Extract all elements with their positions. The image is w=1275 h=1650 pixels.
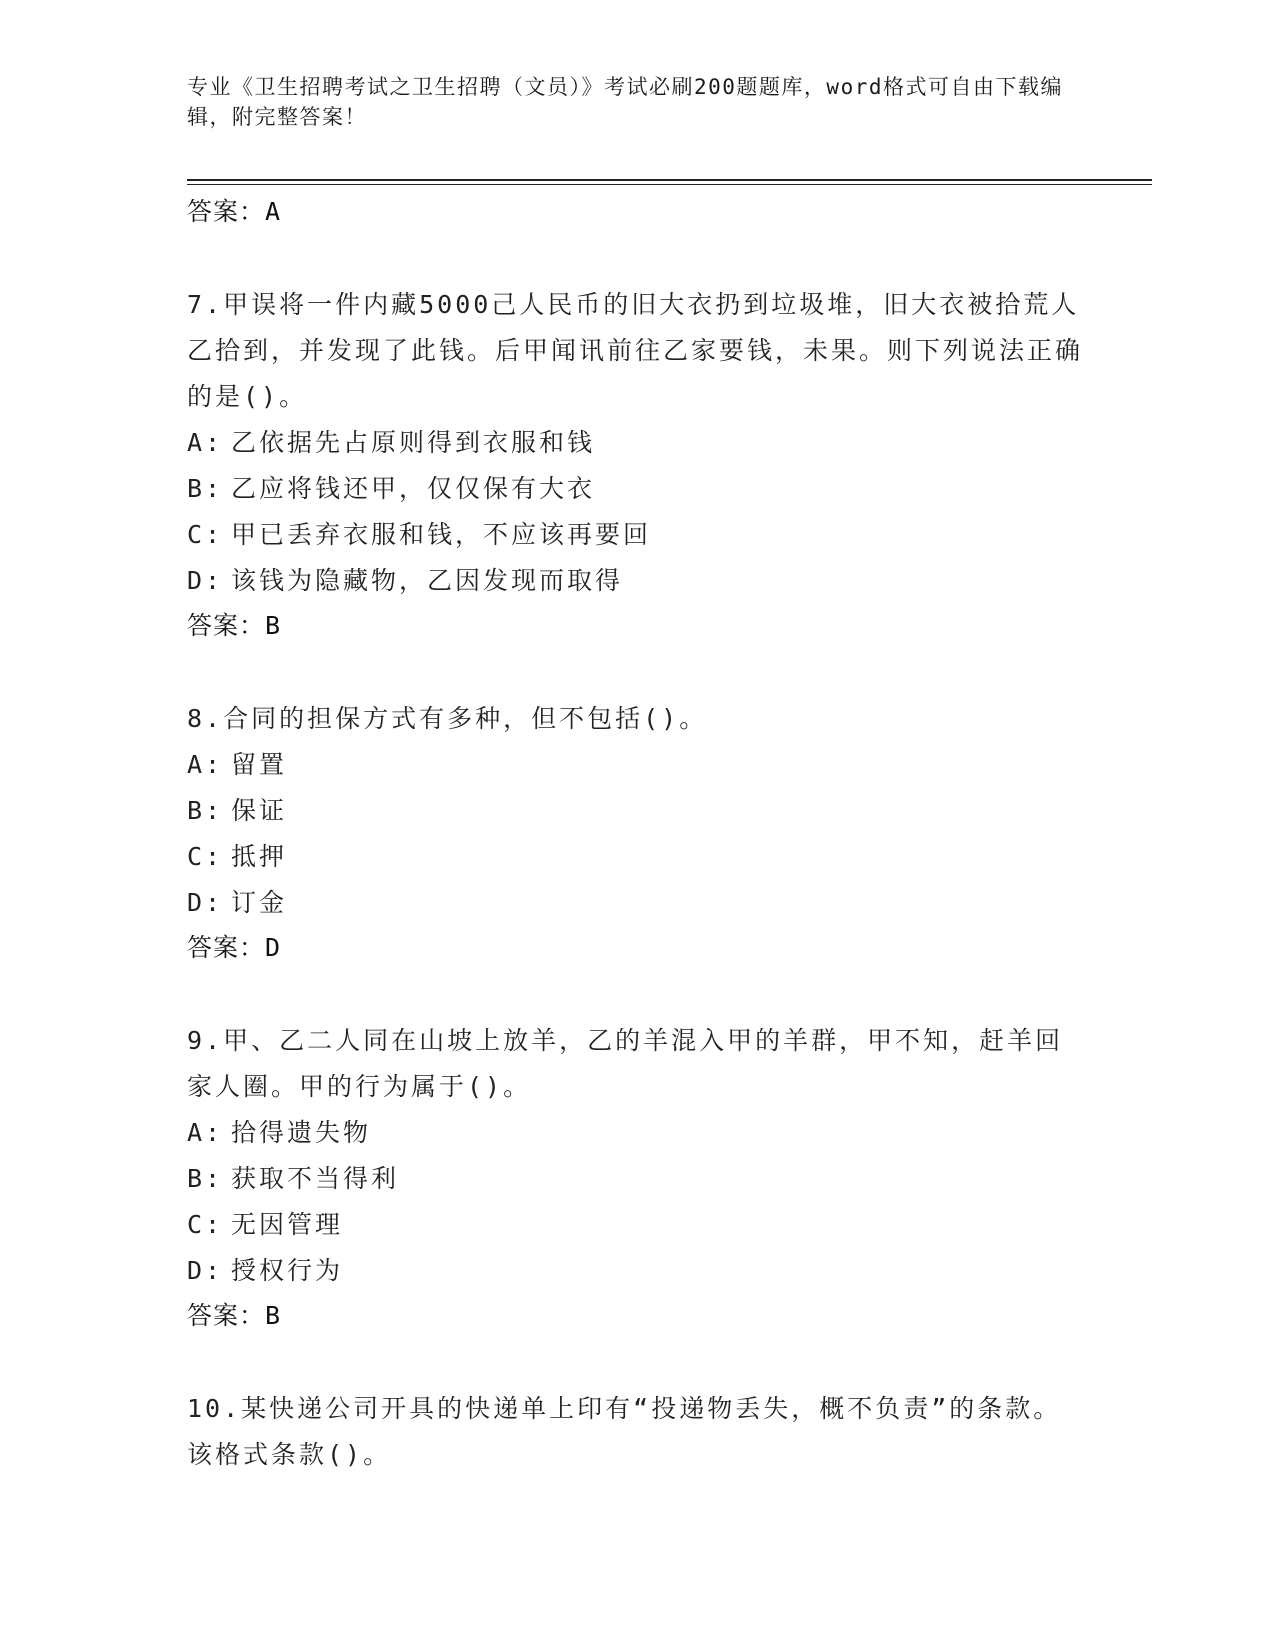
question-stem: 9.甲、乙二人同在山坡上放羊，乙的羊混入甲的羊群，甲不知，赶羊回家人圈。甲的行为属于()。 xyxy=(187,1026,1064,1101)
answer-value: B xyxy=(265,1301,282,1330)
option-key: B: xyxy=(187,1164,224,1193)
option-key: C: xyxy=(187,520,224,549)
option-key: D: xyxy=(187,566,224,595)
option-c xyxy=(187,512,1087,558)
option-key: C: xyxy=(187,1210,224,1239)
option-text: 乙依据先占原则得到衣服和钱 xyxy=(231,428,596,457)
option-key: C: xyxy=(187,842,224,871)
option-b xyxy=(187,788,1087,834)
answer-value: B xyxy=(265,611,282,640)
spacer xyxy=(187,970,1087,1018)
option-text: 该钱为隐藏物，乙因发现而取得 xyxy=(231,566,624,595)
option-key: A: xyxy=(187,428,224,457)
answer-line xyxy=(187,1294,1087,1338)
option-text: 拾得遗失物 xyxy=(231,1118,372,1147)
option-text: 保证 xyxy=(231,796,288,825)
answer-label: 答案： xyxy=(187,933,266,962)
option-text: 订金 xyxy=(231,888,288,917)
option-b xyxy=(187,1156,1087,1202)
option-c xyxy=(187,834,1087,880)
question-block xyxy=(187,1386,1087,1478)
answer-line xyxy=(187,190,1087,234)
option-text: 无因管理 xyxy=(231,1210,344,1239)
page-header xyxy=(187,72,1067,132)
question-block xyxy=(187,282,1087,648)
header-text: 专业《卫生招聘考试之卫生招聘（文员）》考试必刷200题题库，word格式可自由下载编辑，附完整答案！ xyxy=(187,75,1063,129)
option-d xyxy=(187,558,1087,604)
option-key: A: xyxy=(187,750,224,779)
question-stem: 7.甲误将一件内藏5000己人民币的旧大衣扔到垃圾堆，旧大衣被拾荒人乙拾到，并发现了此钱。后甲闻讯前往乙家要钱，未果。则下列说法正确的是()。 xyxy=(187,290,1084,411)
option-b xyxy=(187,466,1087,512)
option-key: B: xyxy=(187,474,224,503)
option-key: D: xyxy=(187,1256,224,1285)
question-list xyxy=(187,190,1087,1478)
spacer xyxy=(187,234,1087,282)
question-block xyxy=(187,1018,1087,1338)
spacer xyxy=(187,648,1087,696)
header-divider xyxy=(187,179,1152,181)
option-text: 获取不当得利 xyxy=(231,1164,400,1193)
spacer xyxy=(187,1338,1087,1386)
option-d xyxy=(187,1248,1087,1294)
option-c xyxy=(187,1202,1087,1248)
option-key: B: xyxy=(187,796,224,825)
option-a xyxy=(187,742,1087,788)
answer-value: A xyxy=(265,197,282,226)
question-stem: 10.某快递公司开具的快递单上印有“投递物丢失，概不负责”的条款。该格式条款()。 xyxy=(187,1394,1062,1469)
option-key: D: xyxy=(187,888,224,917)
option-text: 授权行为 xyxy=(231,1256,344,1285)
answer-label: 答案： xyxy=(187,611,266,640)
option-key: A: xyxy=(187,1118,224,1147)
option-a xyxy=(187,420,1087,466)
answer-line xyxy=(187,604,1087,648)
option-d xyxy=(187,880,1087,926)
option-a xyxy=(187,1110,1087,1156)
option-text: 乙应将钱还甲，仅仅保有大衣 xyxy=(231,474,596,503)
option-text: 留置 xyxy=(231,750,288,779)
header-divider-thin xyxy=(187,184,1152,185)
answer-label: 答案： xyxy=(187,197,266,226)
answer-label: 答案： xyxy=(187,1301,266,1330)
option-text: 甲已丢弃衣服和钱，不应该再要回 xyxy=(231,520,652,549)
question-stem: 8.合同的担保方式有多种，但不包括()。 xyxy=(187,704,708,733)
question-block xyxy=(187,696,1087,970)
option-text: 抵押 xyxy=(231,842,288,871)
answer-value: D xyxy=(265,933,282,962)
answer-line xyxy=(187,926,1087,970)
